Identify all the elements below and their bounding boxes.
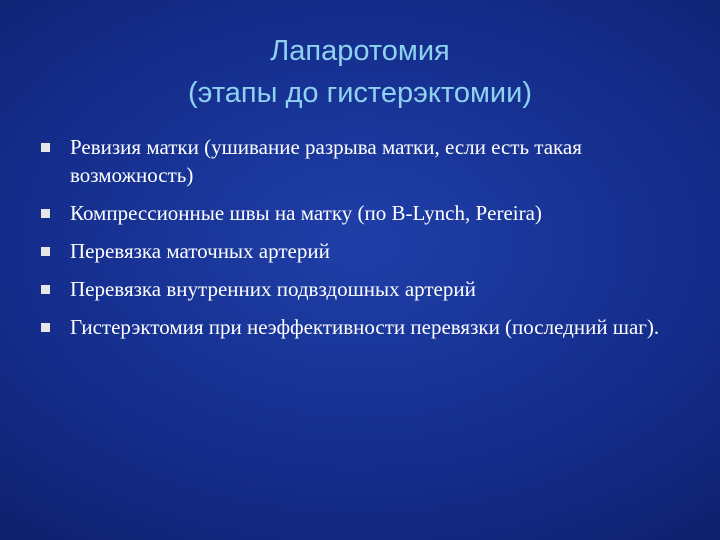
bullet-item	[40, 237, 690, 265]
slide-title-line-1: Лапаротомия	[270, 35, 450, 67]
square-bullet-icon	[41, 209, 50, 218]
square-bullet-icon	[41, 323, 50, 332]
square-bullet-icon	[41, 285, 50, 294]
bullet-item	[40, 275, 690, 303]
square-bullet-icon	[41, 143, 50, 152]
bullet-text: Гистерэктомия при неэффективности перевязки (последний шаг).	[70, 315, 660, 339]
bullet-text: Перевязка внутренних подвздошных артерий	[70, 277, 476, 301]
bullet-text: Компрессионные швы на матку (по B-Lynch, Pereira)	[70, 201, 542, 225]
slide-title-line-2: (этапы до гистерэктомии)	[188, 77, 532, 109]
square-bullet-icon	[41, 247, 50, 256]
slide-title	[40, 30, 680, 114]
bullet-item	[40, 313, 690, 341]
bullet-text: Перевязка маточных артерий	[70, 239, 330, 263]
bullet-list	[40, 133, 690, 351]
bullet-item	[40, 199, 690, 227]
bullet-item	[40, 133, 690, 189]
bullet-text: Ревизия матки (ушивание разрыва матки, если есть такая возможность)	[70, 135, 582, 187]
